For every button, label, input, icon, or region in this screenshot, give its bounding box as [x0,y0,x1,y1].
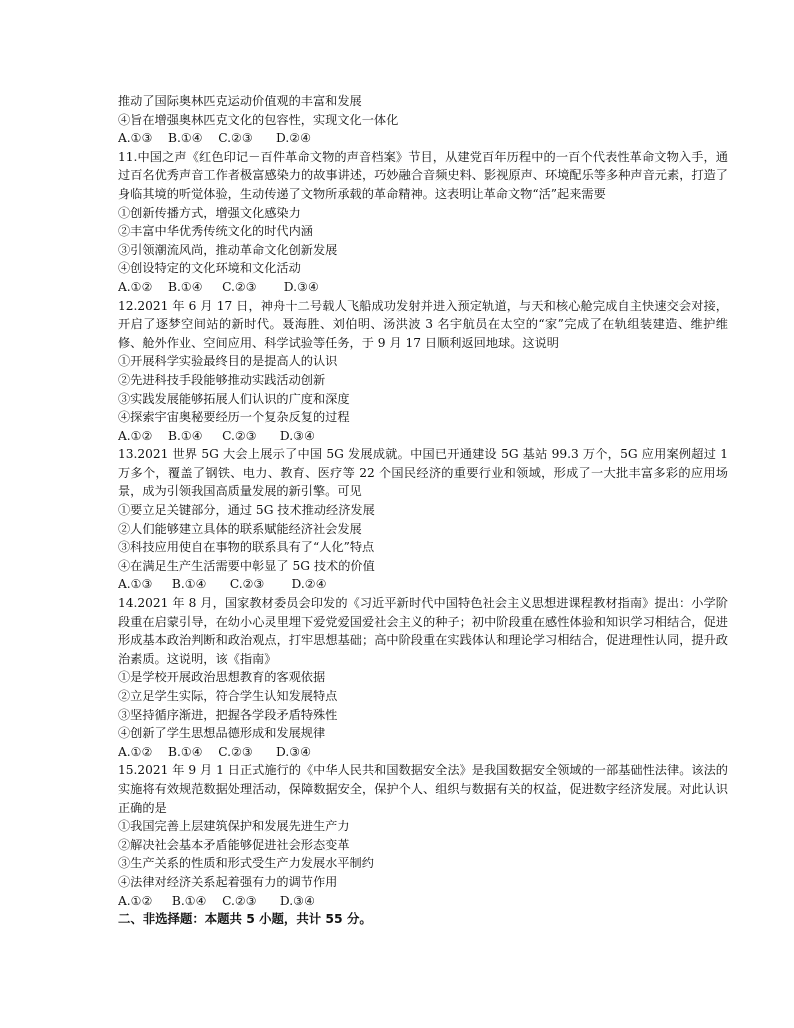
question-choices: A.①② B.①④ C.②③ D.③④ [118,279,319,294]
question-item: ③实践发展能够拓展人们认识的广度和深度 [118,391,350,406]
question-choices: A.①② B.①④ C.②③ D.③④ [118,428,315,443]
question-item: ④创设特定的文化环境和文化活动 [118,261,301,276]
question-item: ④在满足生产生活需要中彰显了 5G 技术的价值 [118,558,375,573]
question-item: ④法律对经济关系起着强有力的调节作用 [118,874,338,889]
question-11 [118,148,728,297]
question-13 [118,445,728,594]
question-14 [118,594,728,761]
question-item: ④创新了学生思想品德形成和发展规律 [118,726,326,741]
question-item: ①我国完善上层建筑保护和发展先进生产力 [118,819,350,834]
question-choices: A.①② B.①④ C.②③ D.③④ [118,893,315,908]
question-item: ③坚持循序渐进，把握各学段矛盾特殊性 [118,707,338,722]
section-title: 二、非选择题：本题共 5 小题，共计 55 分。 [118,911,372,927]
question-stem: 15.2021 年 9 月 1 日正式施行的《中华人民共和国数据安全法》是我国数据安全领域的一部基础性法律。该法的实施将有效规范数据处理活动，保障数据安全，保护个人、组织与数据有关的权益，促进数字经济发展。对此认识正确的是 [118,763,728,815]
question-item: ③引领潮流风尚，推动革命文化创新发展 [118,242,338,257]
question-item: ②丰富中华优秀传统文化的时代内涵 [118,224,313,239]
carryover-choices: A.①③ B.①④ C.②③ D.②④ [118,131,312,146]
question-item: ④探索宇宙奥秘要经历一个复杂反复的过程 [118,410,350,425]
question-item: ①开展科学实验最终目的是提高人的认识 [118,354,338,369]
question-stem: 11.中国之声《红色印记－百件革命文物的声音档案》节目，从建党百年历程中的一百个代表性革命文物入手，通过百名优秀声音工作者极富感染力的故事讲述，巧妙融合音频史料、影视原声、环境配乐等多种声音元素，打造了身临其境的听觉体验，生动传递了文物所承载的革命精神。这表明让革命文物“活”起来需要 [118,149,728,201]
question-stem: 12.2021 年 6 月 17 日，神舟十二号载人飞船成功发射并进入预定轨道，与天和核心舱完成自主快速交会对接，开启了逐梦空间站的新时代。聂海胜、刘伯明、汤洪波 3 名宇航员在太空的“家”完成了在轨组装建造、维护维修、舱外作业、空间应用、科学试验等任务，于 9 月 17 日顺利返回地球。这说明 [118,298,728,350]
question-item: ①是学校开展政治思想教育的客观依据 [118,670,326,685]
question-item: ③生产关系的性质和形式受生产力发展水平制约 [118,856,374,871]
question-choices: A.①③ B.①④ C.②③ D.②④ [118,577,327,592]
question-stem: 14.2021 年 8 月，国家教材委员会印发的《习近平新时代中国特色社会主义思想进课程教材指南》提出：小学阶段重在启蒙引导，在幼小心灵里埋下爱党爱国爱社会主义的种子；初中阶段重在感性体验和知识学习相结合，促进形成基本政治判断和政治观点，打牢思想基础；高中阶段重在实践体认和理论学习相结合，促进理性认同，提升政治素质。这说明，该《指南》 [118,596,728,666]
question-item: ②立足学生实际，符合学生认知发展特点 [118,689,338,703]
question-12 [118,297,728,446]
carryover-option-4: ④旨在增强奥林匹克文化的包容性，实现文化一体化 [118,112,399,127]
question-item: ②解决社会基本矛盾能够促进社会形态变革 [118,837,350,852]
carryover-line: 推动了国际奥林匹克运动价值观的丰富和发展 [118,94,362,108]
question-item: ②先进科技手段能够推动实践活动创新 [118,372,326,387]
question-item: ①创新传播方式，增强文化感染力 [118,205,301,220]
question-stem: 13.2021 世界 5G 大会上展示了中国 5G 发展成就。中国已开通建设 5G 基站 99.3 万个，5G 应用案例超过 1 万多个，覆盖了钢铁、电力、教育、医疗等 22 个国民经济的重要行业和领域，形成了一大批丰富多彩的应用场景，成为引领我国高质量发展的新引擎。可见 [118,447,728,499]
question-15 [118,761,728,910]
question-item: ②人们能够建立具体的联系赋能经济社会发展 [118,521,362,536]
question-choices: A.①② B.①④ C.②③ D.③④ [118,744,312,759]
question-item: ①要立足关键部分，通过 5G 技术推动经济发展 [118,503,375,518]
question-item: ③科技应用使自在事物的联系具有了“人化”特点 [118,540,375,555]
